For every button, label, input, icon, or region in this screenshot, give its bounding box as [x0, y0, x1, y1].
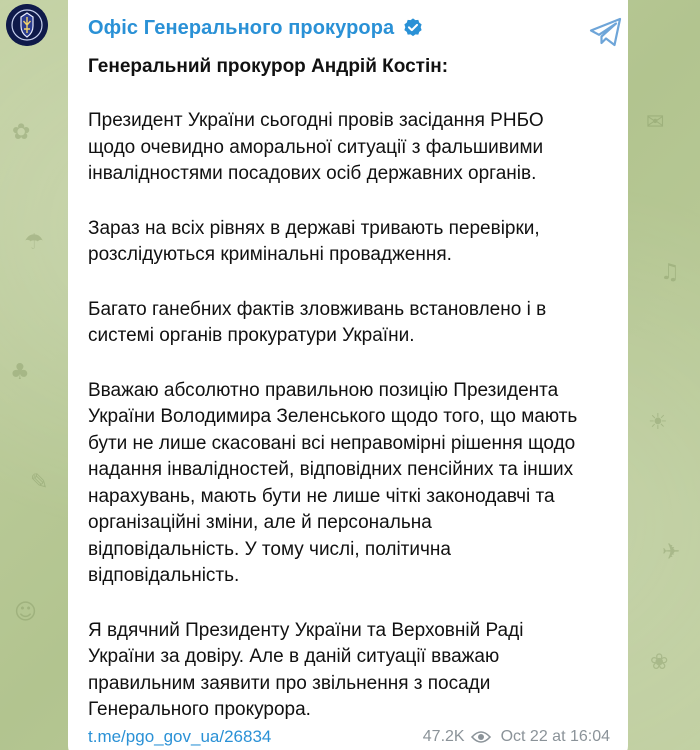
background-doodle: ✿ — [12, 120, 31, 145]
message-title: Генеральний прокурор Андрій Костін: — [88, 56, 449, 77]
background-doodle: ✈ — [662, 540, 681, 565]
message-paragraph: Я вдячний Президенту України та Верховній Раді України за довіру. Але в даній ситуації вважаю правильним заявити про звільнення з посади Генерального прокурора. — [88, 619, 524, 720]
message-header — [88, 12, 610, 44]
background-doodle: ♣ — [10, 360, 30, 385]
message-footer — [88, 725, 610, 749]
background-doodle: ✎ — [30, 470, 49, 495]
channel-avatar[interactable] — [6, 4, 48, 46]
post-link[interactable]: t.me/pgo_gov_ua/26834 — [88, 727, 272, 746]
message-paragraph: Зараз на всіх рівнях в державі тривають перевірки, розслідуються кримінальні провадження. — [88, 217, 540, 265]
message-bubble — [68, 0, 628, 750]
prosecutor-emblem-icon — [6, 4, 48, 46]
background-doodle: ☀ — [648, 410, 668, 435]
telegram-share-icon — [589, 17, 623, 47]
share-button[interactable] — [586, 12, 626, 52]
eye-icon — [471, 730, 491, 744]
background-doodle: ☂ — [24, 230, 44, 255]
timestamp: Oct 22 at 16:04 — [500, 728, 610, 745]
message-paragraph: Президент України сьогодні провів засідання РНБО щодо очевидно аморальної ситуації з фальшивими інвалідностями посадових осіб державних органів. — [88, 110, 544, 184]
message-meta — [423, 728, 610, 746]
message-paragraph: Багато ганебних фактів зловживань встановлено і в системі органів прокуратури України. — [88, 298, 547, 346]
background-doodle: ☺ — [14, 600, 37, 625]
background-doodle: ✉ — [646, 110, 665, 135]
view-count: 47.2K — [422, 728, 465, 745]
channel-name[interactable]: Офіс Генерального прокурора — [88, 16, 395, 39]
background-doodle: ❀ — [650, 650, 669, 675]
background-doodle: ♫ — [660, 260, 680, 285]
verified-badge-icon — [402, 17, 424, 39]
message-paragraph: Вважаю абсолютно правильною позицію Президента України Володимира Зеленського щодо того, що мають бути не лише скасовані всі неправомірні рішення щодо надання інвалідностей, відповідних пенсійних та інших нарахувань, мають бути не лише чіткі законодавчі та організаційні зміни, але й персональна відповідальність. У тому числі, політична відповідальність. — [88, 379, 578, 586]
